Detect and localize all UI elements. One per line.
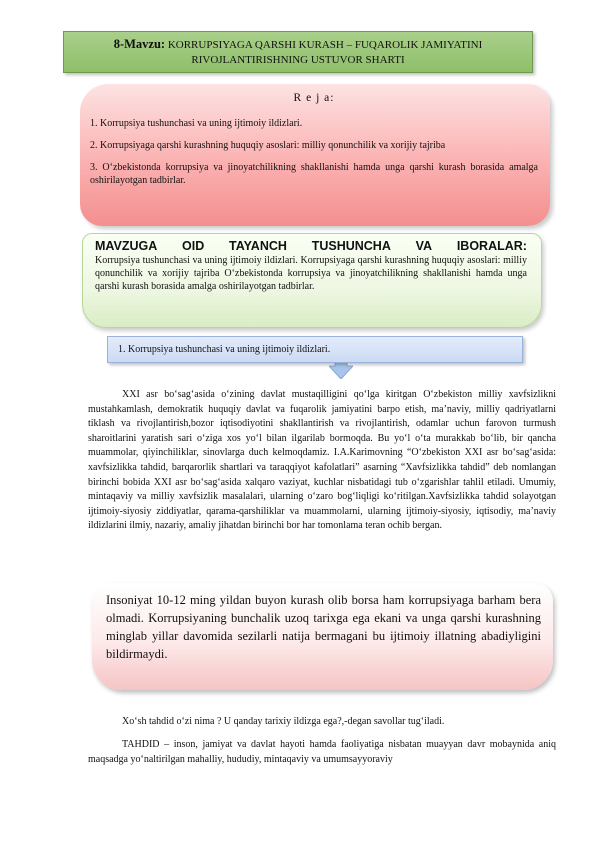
key-concepts-text: Korrupsiya tushunchasi va uning ijtimoiy ildizlari. Korrupsiyaga qarshi kurashning huquqiy asoslari: milliy qonunchilik va xorijiy tajriba O‘zbekistonda korrupsiya va jinoyatchilikning shakllanishi hamda unga qarshi kurash borasida amalga oshirilayotgan tadbirlar. [95,255,527,292]
body-paragraph-1: XXI asr bo‘sag‘asida o‘zining davlat mustaqilligini qo‘lga kiritgan O‘zbekiston milliy xavfsizlikni mustahkamlash, demokratik huquqiy davlat va fuqarolik jamiyatini barpo etish, ma’naviy, milliy qadriyatlarni tiklash va rivojlantirish,bozor iqtisodiyotini shakllantirish va rivojlantirish, odamlar uchun farovon turmush sharoitlarini yaratish sari o‘ziga xos yo‘l bilan ilgarilab bormoqda. Bu yo‘l o‘ta murakkab bo‘lib, bir qancha muammolar, qiyinchiliklar, sinovlarga duch kelmoqdamiz. I.A.Karimovning “O‘zbekiston XXI asr bo‘sag‘asida: xavfsizlikka tahdid, barqarorlik shartlari va taraqqiyot kafolatlari” asarning “Xavfsizlikka tahdid” deb nomlangan birinchi bobida XXI asr bo‘sag‘asida xalqaro vaziyat, kuchlar nisbatidagi tub o‘zgarishlar tahlil etiladi. Umumiy, mintaqaviy va milliy xavfsizlik masalalari, ularning o‘zaro bog‘liqligi ko‘ritilgan.Xavfsizlikka tahdid solayotgan ijtimoiy-siyosiy ziddiyatlar, qarama-qarshiliklar va muammolarni, ularning ijtimoiy-siyosiy, iqtisodiy, ma’naviy ildizlarini ilmiy, nazariy, amaliy jihatdan birinchi bor har tomonlama teran ochib bergan. [88,389,556,532]
plan-item-2: 2. Korrupsiyaga qarshi kurashning huquqiy asoslari: milliy qonunchilik va xorijiy tajriba [90,140,446,151]
plan-heading: R e j a: [293,92,335,104]
topic-title-box [63,31,533,73]
topic-number: 8-Mavzu: [113,37,166,51]
key-concepts-box [82,233,542,328]
plan-item-3: 3. O‘zbekistonda korrupsiya va jinoyatchilikning shakllanishi hamda unga qarshi kurash borasida amalga oshirilayotgan tadbirlar. [90,162,538,186]
plan-box [80,84,550,226]
body-paragraph-3: TAHDID – inson, jamiyat va davlat hayoti hamda faoliyatiga nisbatan muayyan davr mobaynida aniq maqsadga yo‘naltirilgan mahalliy, hududiy, mintaqaviy va umumsayyoraviy [88,739,556,765]
heading-word: TAYANCH [229,239,287,253]
key-concepts-heading [95,240,527,253]
heading-word: TUSHUNCHA [311,239,391,253]
plan-item-1: 1. Korrupsiya tushunchasi va uning ijtimoiy ildizlari. [90,118,303,129]
topic-title-line1: KORRUPSIYAGA QARSHI KURASH – FUQAROLIK JAMIYATINI [167,39,483,51]
topic-title-line2: RIVOJLANTIRISHNING USTUVOR SHARTI [191,54,405,66]
heading-word: MAVZUGA [95,239,158,253]
heading-word: IBORALAR: [456,239,527,253]
body-paragraph-2: Xo‘sh tahdid o‘zi nima ? U qanday tarixiy ildizga ega?,-degan savollar tug‘iladi. [122,716,445,727]
highlight-quote-box: Insoniyat 10-12 ming yildan buyon kurash olib borsa ham korrupsiyaga barham bera olmadi. Korrupsiyaning bunchalik uzoq tarixga ega ekani va unga qarshi kurashning minglab yillar davomida sezilarli natija bermagani bu ijtimoiy illatning abadiyligini bildirmaydi. [92,583,553,690]
heading-word: VA [415,239,433,253]
section-heading-bar: 1. Korrupsiya tushunchasi va uning ijtimoiy ildizlari. [107,336,523,363]
heading-word: OID [182,239,205,253]
